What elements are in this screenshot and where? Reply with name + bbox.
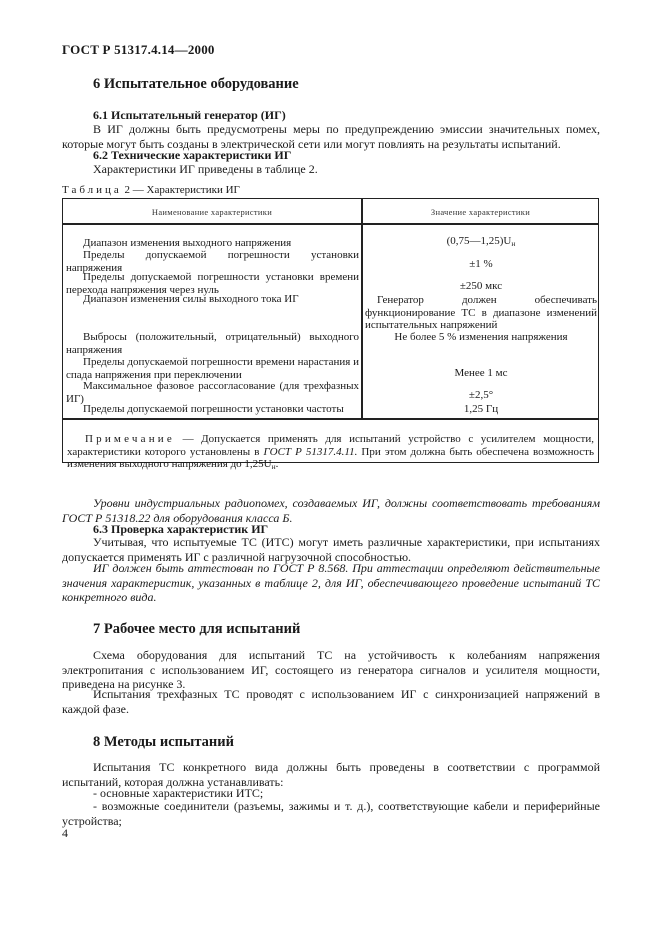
section-8-bullet: - основные характеристики ИТС; <box>93 786 264 800</box>
section-8-bullet: - возможные соединители (разъемы, зажимы и т. д.), соответствующие кабели и периферийные устройства; <box>62 799 600 828</box>
characteristics-table <box>62 198 599 471</box>
table-row-value: Менее 1 мс <box>454 367 508 379</box>
section-7-text-1: Схема оборудования для испытаний ТС на устойчивость к колебаниям напряжения электропитания с использованием ИГ, состоящего из генератора сигналов и усилителя мощности, приведена на рисунке 3. <box>62 648 600 691</box>
table-column-divider <box>361 199 363 419</box>
section-6-2-title: 6.2 Технические характеристики ИГ <box>93 148 292 162</box>
section-6-title: 6 Испытательное оборудование <box>93 76 299 92</box>
table-row-name: Пределы допускаемой погрешности установки частоты <box>83 403 344 415</box>
section-7-title: 7 Рабочее место для испытаний <box>93 621 301 637</box>
table-row-name: Диапазон изменения силы выходного тока ИГ <box>83 293 299 305</box>
interference-requirement: Уровни индустриальных радиопомех, создаваемых ИГ, должны соответствовать требованиям ГОСТ Р 51318.22 для оборудования класса Б. <box>62 496 600 525</box>
table-header-value: Значение характеристики <box>430 207 531 217</box>
table-note: Примечание — Допускается применять для испытаний устройство с усилителем мощности, характеристики которого установлены в ГОСТ Р 51317.4.11. При этом должна быть обеспечена возможность изменения выходного напряжения до 1,25Uн. <box>67 433 594 471</box>
table-row-value: (0,75—1,25)Uн <box>446 235 516 248</box>
table-row-value: 1,25 Гц <box>463 403 499 415</box>
table-row-name: Пределы допускаемой погрешности установки времени перехода напряжения через нуль <box>66 271 359 296</box>
section-6-2-text: Характеристики ИГ приведены в таблице 2. <box>93 162 318 176</box>
table-row-value: Не более 5 % изменения напряжения <box>394 331 568 343</box>
table-row-name: Максимальное фазовое рассогласование (для трехфазных ИГ) <box>66 380 359 405</box>
table-caption-prefix: Таблица <box>62 184 122 196</box>
page-number: 4 <box>62 826 68 840</box>
section-6-1-title: 6.1 Испытательный генератор (ИГ) <box>93 108 286 122</box>
table-row-name: Пределы допускаемой погрешности установки напряжения <box>66 249 359 274</box>
table-row-value: ±250 мкс <box>459 280 503 292</box>
section-8-text: Испытания ТС конкретного вида должны быть проведены в соответствии с программой испытаний, которая должна устанавливать: <box>62 760 600 789</box>
table-caption <box>62 184 240 196</box>
table-header-divider <box>63 223 598 225</box>
table-caption-rest: 2 — Характеристики ИГ <box>121 184 240 196</box>
table-note-divider <box>63 418 598 420</box>
section-6-3-title: 6.3 Проверка характеристик ИГ <box>93 522 269 536</box>
table-row-value: Генератор должен обеспечивать функционирование ТС в диапазоне изменений испытательных напряжений <box>365 294 597 331</box>
standard-header: ГОСТ Р 51317.4.14—2000 <box>62 42 215 57</box>
certification-requirement: ИГ должен быть аттестован по ГОСТ Р 8.568. При аттестации определяют действительные значения характеристик, указанных в таблице 2, для ИГ, обеспечивающего проведение испытаний ТС конкретного вида. <box>62 561 600 604</box>
table-row-name: Пределы допускаемой погрешности времени нарастания и спада напряжения при переключении <box>66 356 359 381</box>
table-header-name: Наименование характеристики <box>151 207 273 217</box>
section-6-1-text: В ИГ должны быть предусмотрены меры по предупреждению эмиссии значительных помех, которые могут быть созданы в электрической сети или могут повлиять на результаты испытаний. <box>62 122 600 151</box>
table-row-value: ±1 % <box>469 258 493 270</box>
table-row-value: ±2,5° <box>468 389 494 401</box>
table-row-name: Диапазон изменения выходного напряжения <box>83 237 292 249</box>
table-row-name: Выбросы (положительный, отрицательный) выходного напряжения <box>66 331 359 356</box>
section-7-text-2: Испытания трехфазных ТС проводят с использованием ИГ с синхронизацией напряжений в каждой фазе. <box>62 687 600 716</box>
section-6-3-text: Учитывая, что испытуемые ТС (ИТС) могут иметь различные характеристики, при испытаниях допускается применять ИГ с различной нагрузочной способностью. <box>62 535 600 564</box>
section-8-title: 8 Методы испытаний <box>93 734 234 750</box>
